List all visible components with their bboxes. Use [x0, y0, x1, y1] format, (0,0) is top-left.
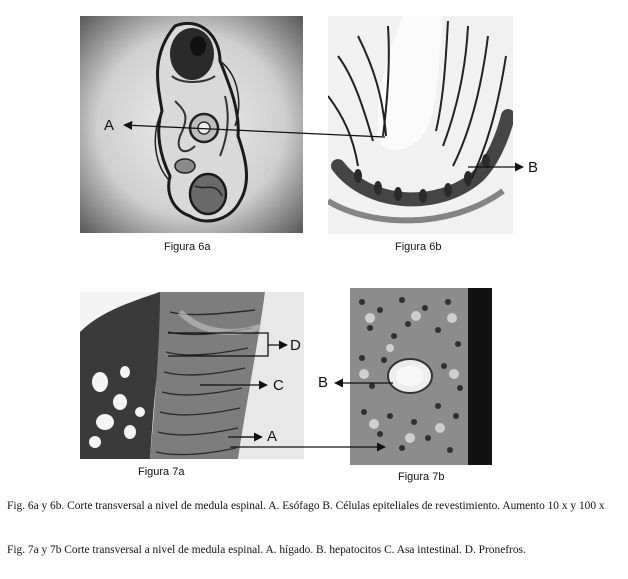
figure-6a-caption: Figura 6a	[164, 241, 211, 253]
figure-7-legend: Fig. 7a y 7b Corte transversal a nivel de medula espinal. A. hígado. B. hepatocitos C. Asa intestinal. D. Pronefros.	[7, 544, 526, 556]
label-fig6-A: A	[104, 117, 115, 134]
figure-7a-caption: Figura 7a	[138, 466, 185, 478]
figure-6-legend: Fig. 6a y 6b. Corte transversal a nivel de medula espinal. A. Esófago B. Células epiteliales de revestimiento. Aumento 10 x y 100 x	[7, 500, 605, 512]
figure-7b-micrograph	[350, 288, 492, 465]
figure-7b-caption: Figura 7b	[398, 471, 445, 483]
label-fig7-A: A	[267, 428, 278, 445]
label-fig7-C: C	[273, 377, 284, 394]
label-fig6-B: B	[528, 159, 539, 176]
label-fig7-D: D	[290, 337, 301, 354]
figure-6b-caption: Figura 6b	[395, 241, 442, 253]
figure-6b-micrograph	[328, 16, 513, 234]
label-fig7-B: B	[318, 374, 329, 391]
